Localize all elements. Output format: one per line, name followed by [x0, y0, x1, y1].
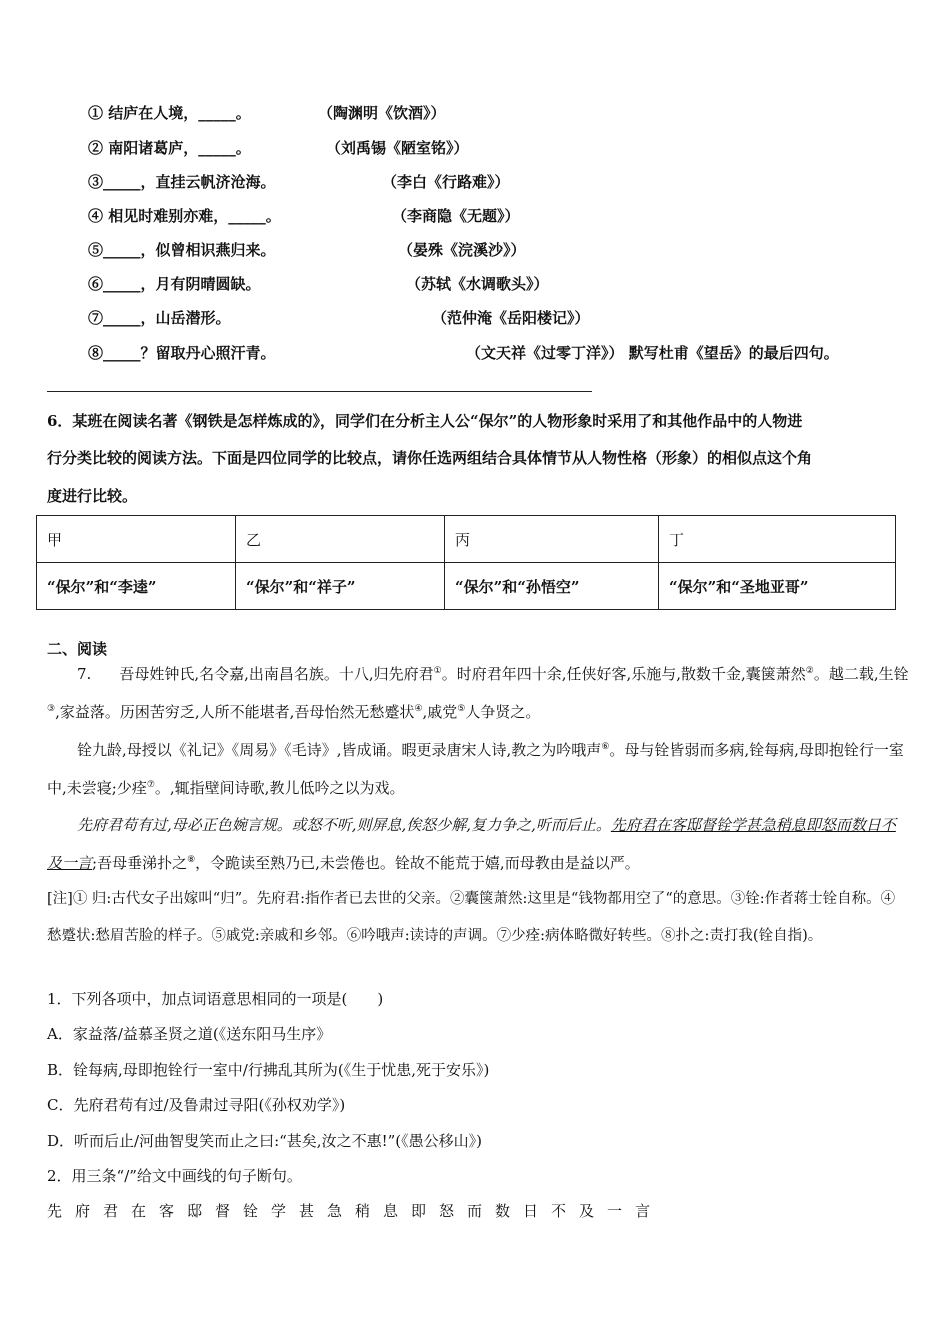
poem-source-2: （刘禹锡《陋室铭》）: [326, 139, 469, 157]
comparison-table: [36, 515, 896, 610]
table-header-yi: 乙: [236, 516, 445, 563]
poem-source-4: （李商隐《无题》）: [392, 207, 520, 225]
table-cell-jia: “保尔”和“李逵”: [37, 563, 236, 610]
option-b: B．铨每病,母即抱铨行一室中/行拂乱其所为(《生于忧患,死于安乐》): [47, 1061, 490, 1079]
annotation-notes: [注]① 归:古代女子出嫁叫“归”。先府君:指作者已去世的父亲。②囊箧萧然:这里是“钱物都用空了“的意思。③铨:作者蒋士铨自称。④愁蹙状:愁眉苦脸的样子。⑤戚党:亲戚和乡邻。⑥吟哦声:读诗的声调。⑦少痊:病体略微好转些。⑧扑之:责打我(铨自指)。: [47, 891, 896, 944]
poem-line-2: ② 南阳诸葛庐，_____。: [88, 139, 251, 157]
question-number: 7.: [77, 665, 92, 683]
reading-paragraph-3: 先府君苟有过,母必正色婉言规。或怒不听,则屏息,俟怒少解,复力争之,听而后止。先府君在客邸督铨学甚急稍息即怒而数日不及一言;吾母垂涕扑之⑧，令跪读至熟乃已,未尝倦也。铨故不能荒于嬉,而母教由是益以严。: [47, 816, 896, 872]
option-c: C．先府君苟有过/及鲁肃过寻阳(《孙权劝学》): [47, 1096, 346, 1114]
table-cell-ding: “保尔”和“圣地亚哥”: [659, 563, 896, 610]
answer-line: [47, 391, 592, 392]
poem-line-5: ⑤_____，似曾相识燕归来。: [88, 241, 276, 259]
q6-text-line-2: 行分类比较的阅读方法。下面是四位同学的比较点，请你任选两组结合具体情节从人物性格（形象）的相似点这个角: [47, 449, 813, 467]
poem-line-4: ④ 相见时难别亦难，_____。: [88, 207, 281, 225]
sentence-to-punctuate: 先府君在客邸督铨学甚急稍息即怒而数日不及一言: [47, 1202, 664, 1220]
table-cell-bing: “保尔”和“孙悟空”: [445, 563, 659, 610]
table-header-jia: 甲: [37, 516, 236, 563]
poem-line-7: ⑦_____，山岳潜形。: [88, 309, 231, 327]
poem-line-6: ⑥_____，月有阴晴圆缺。: [88, 275, 261, 293]
question-2: 2．用三条“/”给文中画线的句子断句。: [47, 1167, 302, 1185]
poem-line-8: ⑧_____？留取丹心照汗青。: [88, 344, 276, 362]
option-a: A．家益落/益慕圣贤之道(《送东阳马生序》: [47, 1025, 332, 1043]
poem-source-1: （陶渊明《饮酒》）: [318, 104, 446, 122]
poem-source-7: （范仲淹《岳阳楼记》）: [432, 309, 590, 327]
poem-line-1: ① 结庐在人境，_____。: [88, 104, 251, 122]
table-header-bing: 丙: [445, 516, 659, 563]
question-1: 1．下列各项中，加点词语意思相同的一项是( ): [47, 990, 384, 1008]
table-header-ding: 丁: [659, 516, 896, 563]
table-cell-yi: “保尔”和“祥子”: [236, 563, 445, 610]
section-title: 二、阅读: [47, 640, 108, 658]
poem-source-3: （李白《行路难》）: [382, 173, 510, 191]
poem-line-3: ③_____，直挂云帆济沧海。: [88, 173, 276, 191]
q6-text-line-1: 6．某班在阅读名著《钢铁是怎样炼成的》，同学们在分析主人公“保尔”的人物形象时采用了和其他作品中的人物进: [47, 412, 803, 430]
reading-paragraph-2: 铨九龄,母授以《礼记》《周易》《毛诗》,皆成诵。暇更录唐宋人诗,教之为吟哦声⑥。母与铨皆弱而多病,铨每病,母即抱铨行一室中,未尝寝;少痊⑦。,辄指壁间诗歌,教儿低吟之以为戏。: [47, 741, 904, 797]
reading-paragraph-1: 7. 吾母姓钟氏,名令嘉,出南昌名族。十八,归先府君①。时府君年四十余,任侠好客,乐施与,散数千金,囊箧萧然②。越二载,生铨③,家益落。历困苦穷乏,人所不能堪者,吾母怡然无愁蹙状④,戚党⑤人争贤之。: [47, 665, 909, 721]
underlined-sentence: 先府君在客邸督铨学甚急稍息即怒而数日不及一言: [47, 816, 896, 872]
poem-source-8: （文天祥《过零丁洋》） 默写杜甫《望岳》的最后四句。: [466, 344, 839, 362]
q6-text-line-3: 度进行比较。: [47, 487, 138, 505]
poem-source-6: （苏轼《水调歌头》）: [406, 275, 549, 293]
option-d: D．听而后止/河曲智叟笑而止之曰:“甚矣,汝之不惠!”(《愚公移山》): [47, 1132, 482, 1150]
poem-source-5: （晏殊《浣溪沙》）: [398, 241, 526, 259]
